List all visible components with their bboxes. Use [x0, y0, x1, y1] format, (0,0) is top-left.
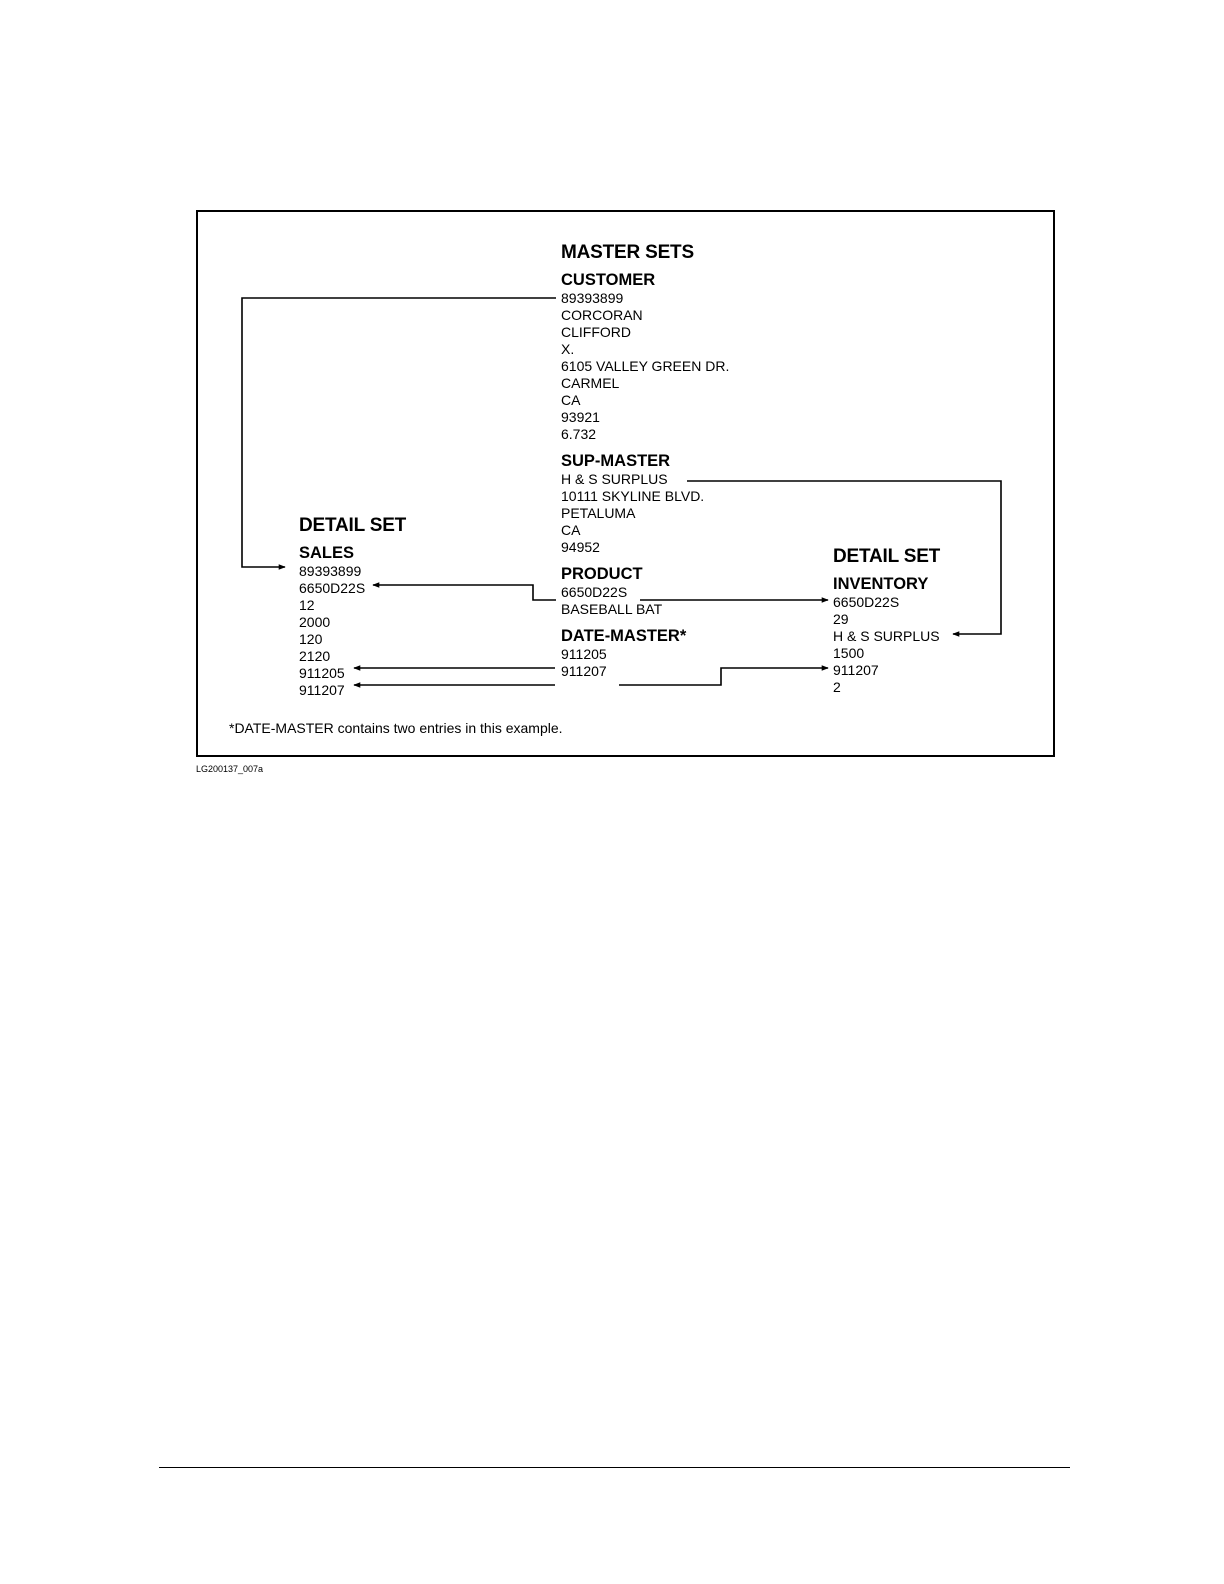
inventory-field: 29 [833, 611, 849, 627]
product-set-name: PRODUCT [561, 565, 643, 583]
sales-field: 911205 [299, 665, 345, 681]
product-fields [561, 584, 729, 618]
inventory-field: H & S SURPLUS [833, 628, 940, 644]
customer-field: X. [561, 341, 575, 357]
customer-set-name: CUSTOMER [561, 271, 656, 289]
sales-field: 2120 [299, 648, 331, 664]
sup-master-set-name: SUP-MASTER [561, 452, 671, 470]
master-sets-label: MASTER SETS [561, 242, 694, 263]
sup-master-fields [561, 471, 729, 556]
customer-field: 6105 VALLEY GREEN DR. [561, 358, 730, 374]
customer-field: 6.732 [561, 426, 597, 442]
date-master-field: 911207 [561, 663, 607, 679]
customer-fields [561, 290, 729, 443]
sales-set-name: SALES [299, 544, 355, 562]
sales-field: 911207 [299, 682, 345, 698]
customer-field: CA [561, 392, 581, 408]
sales-field: 120 [299, 631, 323, 647]
date-master-field: 911205 [561, 646, 607, 662]
inventory-field: 1500 [833, 645, 865, 661]
customer-field: CORCORAN [561, 307, 643, 323]
inventory-detail-block [833, 546, 940, 696]
sales-detail-block [299, 515, 406, 699]
sales-field: 89393899 [299, 563, 362, 579]
sup-master-field: PETALUMA [561, 505, 636, 521]
sup-master-field: H & S SURPLUS [561, 471, 668, 487]
product-field: 6650D22S [561, 584, 628, 600]
customer-field: CLIFFORD [561, 324, 631, 340]
sup-master-field: 94952 [561, 539, 600, 555]
customer-field: CARMEL [561, 375, 620, 391]
footnote: *DATE-MASTER contains two entries in this example. [229, 720, 563, 736]
sales-field: 12 [299, 597, 315, 613]
inventory-fields [833, 594, 940, 696]
inventory-field: 2 [833, 679, 841, 695]
sup-master-field: 10111 SKYLINE BLVD. [561, 488, 705, 504]
product-field: BASEBALL BAT [561, 601, 663, 617]
inventory-field: 911207 [833, 662, 879, 678]
inventory-set-name: INVENTORY [833, 575, 929, 593]
sales-fields [299, 563, 406, 699]
master-sets-block [561, 242, 729, 680]
figure-code: LG200137_007a [196, 764, 264, 774]
sales-detail-set-label: DETAIL SET [299, 515, 407, 536]
date-master-fields [561, 646, 729, 680]
customer-field: 93921 [561, 409, 600, 425]
footer-rule [159, 1467, 1070, 1468]
inventory-detail-set-label: DETAIL SET [833, 546, 941, 567]
sales-field: 6650D22S [299, 580, 366, 596]
sup-master-field: CA [561, 522, 581, 538]
customer-field: 89393899 [561, 290, 624, 306]
sales-field: 2000 [299, 614, 331, 630]
inventory-field: 6650D22S [833, 594, 900, 610]
date-master-set-name: DATE-MASTER* [561, 627, 687, 645]
